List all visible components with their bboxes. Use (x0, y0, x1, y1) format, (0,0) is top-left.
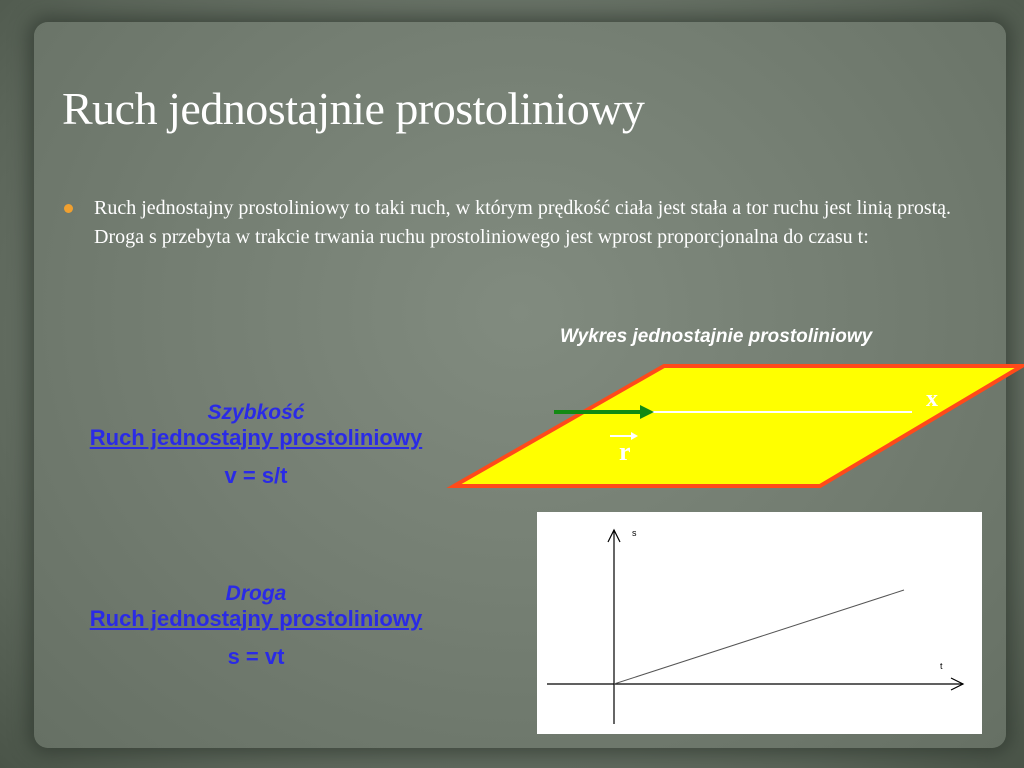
distance-time-graph (537, 512, 982, 734)
diagram-caption: Wykres jednostajnie prostoliniowy (560, 326, 873, 347)
speed-formula: v = s/t (224, 463, 288, 488)
bullet-text: Ruch jednostajny prostoliniowy to taki ruch, w którym prędkość ciała jest stała a tor ruchu jest linią prostą. Droga s przebyta w trakcie trwania ruchu prostoliniowego jest wprost proporcjonalna do czasu t: (94, 197, 952, 248)
motion-plane-diagram (440, 360, 1024, 490)
page-title: Ruch jednostajnie prostoliniowy (62, 83, 645, 134)
y-axis-label: s (632, 528, 637, 538)
graph-svg (537, 512, 982, 734)
distance-block (36, 582, 476, 670)
bullet-item (64, 194, 964, 252)
vector-r-label: r (619, 437, 631, 466)
distance-link[interactable]: Ruch jednostajny prostoliniowy (89, 606, 423, 631)
bullet-dot-icon (64, 204, 73, 213)
speed-link[interactable]: Ruch jednostajny prostoliniowy (89, 425, 423, 450)
graph-line (614, 590, 904, 684)
plane-shape (454, 366, 1022, 486)
x-axis-label: t (940, 661, 943, 671)
distance-formula: s = vt (227, 644, 285, 669)
speed-block (36, 401, 476, 489)
speed-heading: Szybkość (207, 401, 305, 424)
distance-heading: Droga (225, 582, 287, 605)
axis-x-label: x (926, 386, 938, 412)
